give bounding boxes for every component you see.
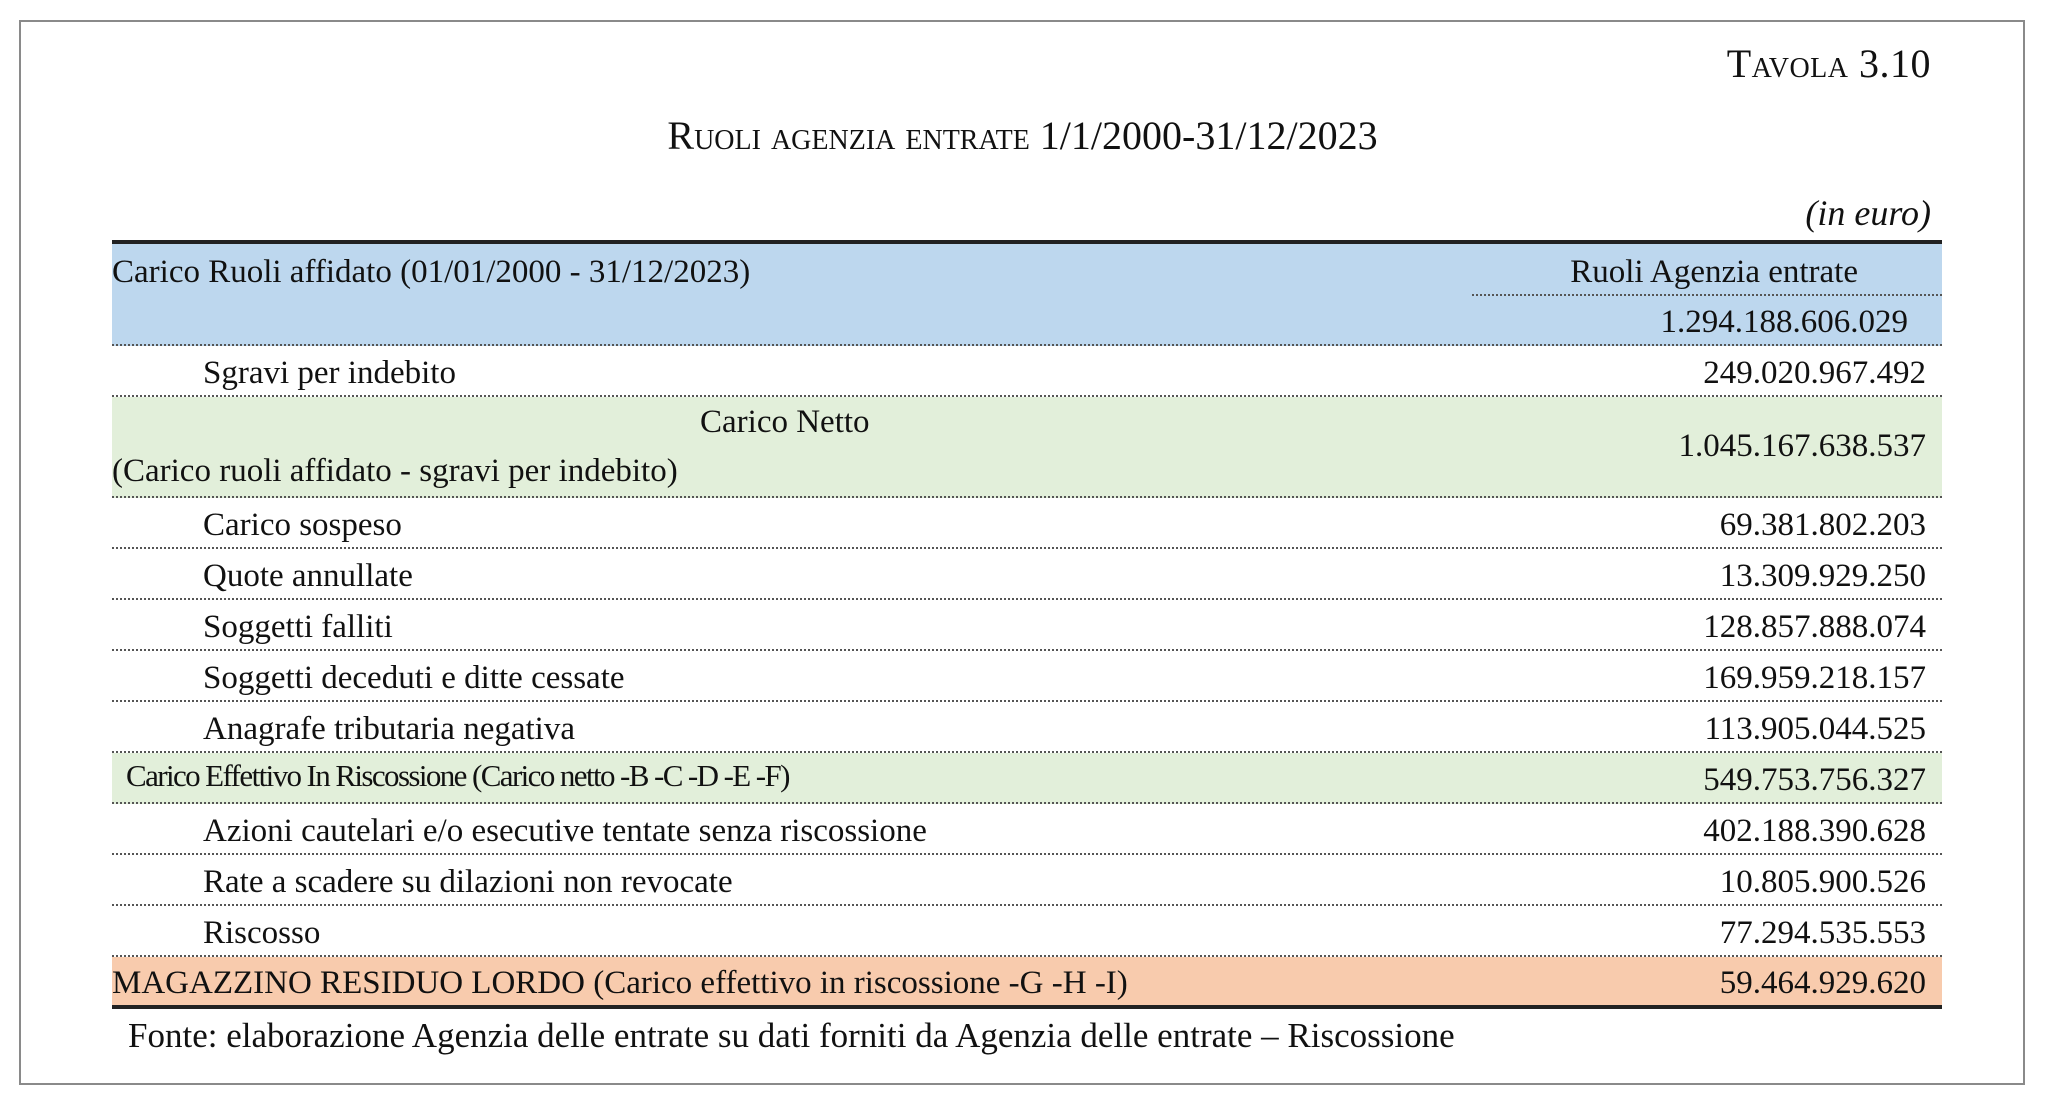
header-label: Carico Ruoli affidato (01/01/2000 - 31/12/2023) [112, 254, 751, 290]
header-divider [1472, 294, 1942, 296]
table-row [112, 702, 1942, 753]
row-value: 113.905.044.525 [1704, 711, 1926, 747]
row-value: 1.045.167.638.537 [1678, 428, 1926, 464]
magazzino-residuo-row [112, 957, 1942, 1009]
row-label: Rate a scadere su dilazioni non revocate [203, 864, 733, 900]
row-label: Soggetti falliti [203, 609, 393, 645]
row-value: 549.753.756.327 [1703, 762, 1926, 798]
carico-netto-row [112, 397, 1942, 498]
column-header: Ruoli Agenzia entrate [1570, 254, 1858, 290]
row-value: 169.959.218.157 [1703, 660, 1926, 696]
table-number: Tavola 3.10 [1726, 41, 1931, 86]
source-note: Fonte: elaborazione Agenzia delle entrate su dati forniti da Agenzia delle entrate – Riscossione [128, 1016, 1455, 1055]
row-value: 13.309.929.250 [1719, 558, 1926, 594]
row-label: Riscosso [203, 915, 321, 951]
row-label: Carico Effettivo In Riscossione (Carico netto -B -C -D -E -F) [126, 758, 789, 793]
table-row [112, 549, 1942, 600]
table-row [112, 651, 1942, 702]
unit-note: (in euro) [1805, 193, 1931, 233]
table-row [112, 600, 1942, 651]
row-value: 69.381.802.203 [1719, 507, 1926, 543]
row-label: Carico Netto [700, 404, 870, 440]
row-label: Carico sospeso [203, 507, 402, 543]
row-label: MAGAZZINO RESIDUO LORDO (Carico effettivo in riscossione -G -H -I) [112, 965, 1128, 1001]
row-label: Sgravi per indebito [203, 355, 456, 391]
row-label: Anagrafe tributaria negativa [203, 711, 575, 747]
table-row [112, 498, 1942, 549]
row-label: Soggetti deceduti e ditte cessate [203, 660, 625, 696]
carico-affidato-value: 1.294.188.606.029 [1660, 304, 1908, 340]
row-value: 128.857.888.074 [1703, 609, 1926, 645]
row-value: 249.020.967.492 [1703, 355, 1926, 391]
row-label: Azioni cautelari e/o esecutive tentate senza riscossione [203, 813, 927, 849]
table-row [112, 804, 1942, 855]
row-value: 10.805.900.526 [1719, 864, 1926, 900]
header-row [112, 244, 1942, 346]
row-label: (Carico ruoli affidato - sgravi per indebito) [112, 453, 678, 489]
data-table [112, 240, 1942, 1009]
row-value: 59.464.929.620 [1719, 965, 1926, 1001]
carico-effettivo-row [112, 753, 1942, 804]
table-row [112, 346, 1942, 397]
row-value: 77.294.535.553 [1719, 915, 1926, 951]
table-row [112, 906, 1942, 957]
table-title: Ruoli agenzia entrate 1/1/2000-31/12/2023 [667, 113, 1378, 158]
row-value: 402.188.390.628 [1703, 813, 1926, 849]
row-label: Quote annullate [203, 558, 413, 594]
table-row [112, 855, 1942, 906]
